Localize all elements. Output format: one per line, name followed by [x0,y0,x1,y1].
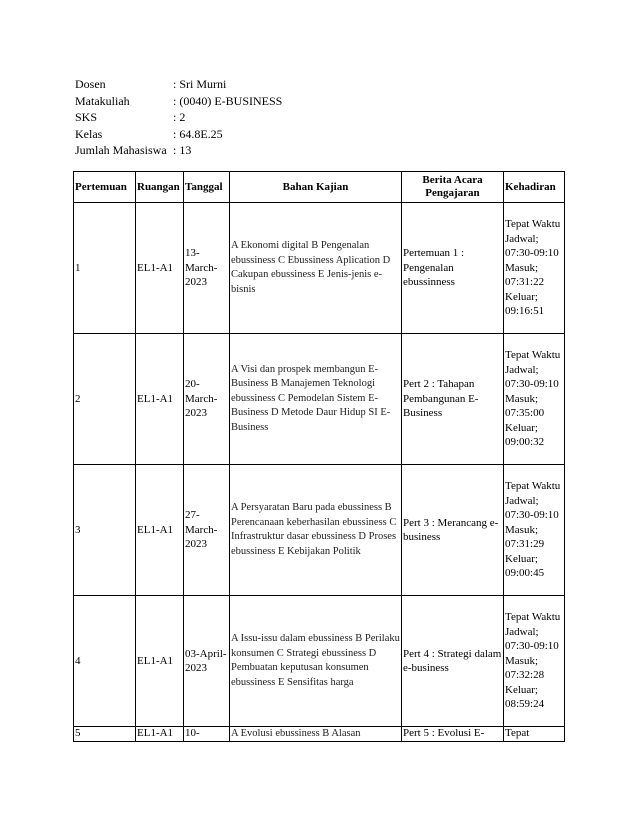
column-header-tanggal: Tanggal [184,172,230,203]
table-row [74,203,565,334]
header-label: SKS [75,110,98,124]
cell-pertemuan: 1 [74,203,136,334]
header-label: Dosen [75,77,106,91]
course-info-header [75,76,282,159]
cell-kehadiran: Tepat Waktu Jadwal; 07:30-09:10 Masuk; 07:31:22 Keluar; 09:16:51 [504,203,565,334]
table-row [74,596,565,727]
cell-pertemuan: 4 [74,596,136,727]
table-row [74,465,565,596]
cell-bahan-kajian: A Issu-issu dalam ebussiness B Perilaku konsumen C Strategi ebussiness D Pembuatan keputusan konsumen ebussiness E Sensifitas harga [230,596,402,727]
cell-bahan-kajian: A Ekonomi digital B Pengenalan ebussiness C Ebussiness Aplication D Cakupan ebussiness E Jenis-jenis e-bisnis [230,203,402,334]
header-label: Kelas [75,126,103,141]
header-row-jumlah-mahasiswa [75,142,282,159]
cell-pertemuan: 5 [74,727,136,742]
header-value: : 64.8E.25 [173,126,223,141]
cell-berita-acara: Pert 2 : Tahapan Pembangunan E-Business [402,334,504,465]
column-header-pertemuan: Pertemuan [74,172,136,203]
header-value: : 13 [173,143,192,157]
cell-ruangan: EL1-A1 [136,465,184,596]
column-header-bahan-kajian: Bahan Kajian [230,172,402,203]
header-value: : Sri Murni [173,77,227,91]
cell-ruangan: EL1-A1 [136,203,184,334]
cell-pertemuan: 3 [74,465,136,596]
header-row-dosen [75,76,282,93]
table-row [74,727,565,742]
table-header-row [74,172,565,203]
header-row-sks [75,109,282,126]
cell-bahan-kajian: A Evolusi ebussiness B Alasan [230,727,402,742]
header-row-matakuliah [75,93,282,110]
column-header-berita-acara: Berita Acara Pengajaran [402,172,504,203]
cell-pertemuan: 2 [74,334,136,465]
cell-kehadiran: Tepat Waktu Jadwal; 07:30-09:10 Masuk; 07:35:00 Keluar; 09:00:32 [504,334,565,465]
lecture-table [73,171,565,742]
cell-kehadiran: Tepat [504,727,565,742]
cell-bahan-kajian: A Persyaratan Baru pada ebussiness B Perencanaan keberhasilan ebussiness C Infrastruktur dasar ebussiness D Proses ebussiness E Kebijakan Politik [230,465,402,596]
header-label: Jumlah Mahasiswa [75,143,167,157]
cell-ruangan: EL1-A1 [136,596,184,727]
cell-tanggal: 27-March-2023 [184,465,230,596]
cell-berita-acara: Pert 5 : Evolusi E- [402,727,504,742]
header-label: Matakuliah [75,93,130,108]
cell-berita-acara: Pertemuan 1 : Pengenalan ebussinness [402,203,504,334]
cell-tanggal: 13-March-2023 [184,203,230,334]
table-row [74,334,565,465]
cell-ruangan: EL1-A1 [136,334,184,465]
header-value: : (0040) E-BUSINESS [173,93,283,108]
header-row-kelas [75,126,282,143]
column-header-kehadiran: Kehadiran [504,172,565,203]
cell-berita-acara: Pert 4 : Strategi dalam e-business [402,596,504,727]
column-header-ruangan: Ruangan [136,172,184,203]
cell-tanggal: 20-March-2023 [184,334,230,465]
cell-tanggal: 03-April-2023 [184,596,230,727]
cell-kehadiran: Tepat Waktu Jadwal; 07:30-09:10 Masuk; 07:31:29 Keluar; 09:00:45 [504,465,565,596]
cell-bahan-kajian: A Visi dan prospek membangun E- Business B Manajemen Teknologi ebussiness C Pemodelan Sistem E- Business D Metode Daur Hidup SI E-Business [230,334,402,465]
cell-kehadiran: Tepat Waktu Jadwal; 07:30-09:10 Masuk; 07:32:28 Keluar; 08:59:24 [504,596,565,727]
cell-ruangan: EL1-A1 [136,727,184,742]
header-value: : 2 [173,110,186,124]
cell-tanggal: 10- [184,727,230,742]
cell-berita-acara: Pert 3 : Merancang e-business [402,465,504,596]
